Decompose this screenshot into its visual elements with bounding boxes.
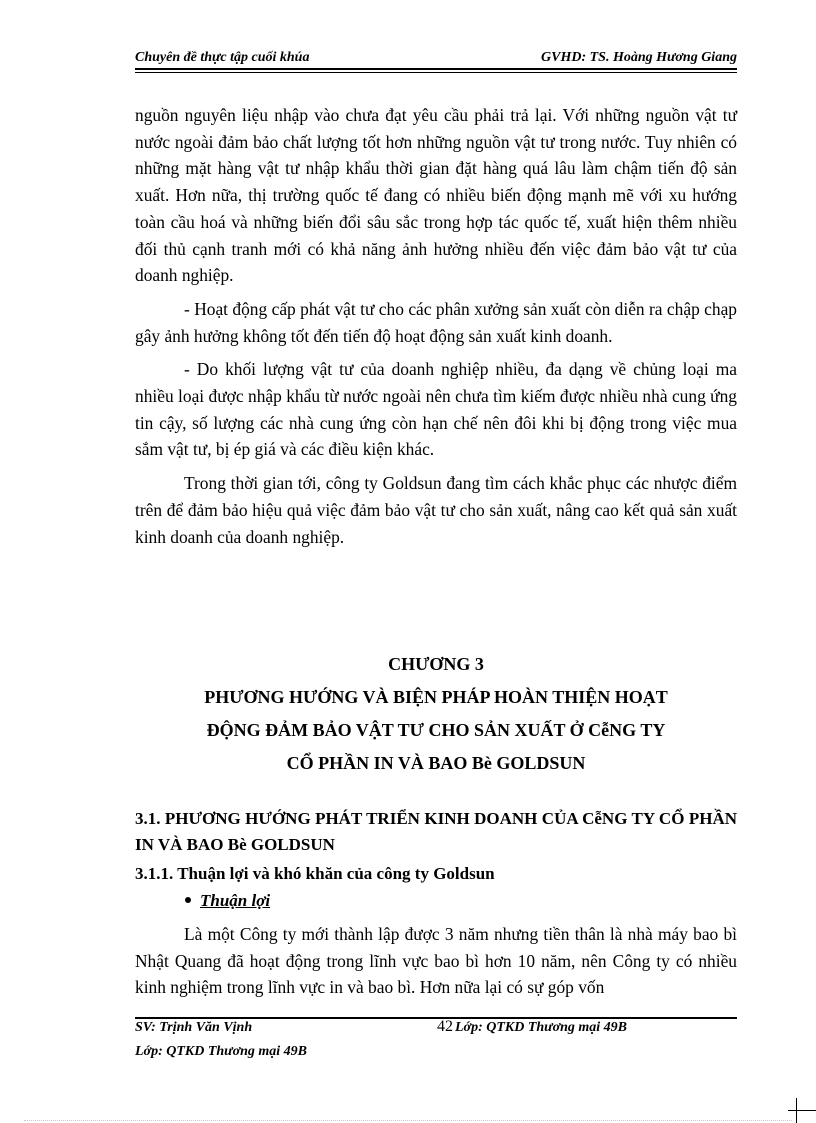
paragraph-1: nguồn nguyên liệu nhập vào chưa đạt yêu cầu phải trả lại. Với những nguồn vật tư nước ngoài đảm bảo chất lượng tốt hơn những nguồn vật tư trong nước. Tuy nhiên có những mặt hàng vật tư nhập khẩu thời gian đặt hàng quá lâu làm chậm tiến độ sản xuất. Hơn nữa, thị trường quốc tế đang có nhiều biến động mạnh mẽ với xu hướng toàn cầu hoá và những biến đổi sâu sắc trong hợp tác quốc tế, xuất hiện thêm nhiều đối thủ cạnh tranh mới có khả năng ảnh hưởng nhiều đến việc đảm bảo vật tư của doanh nghiệp.	[135, 105, 737, 286]
crop-mark-horizontal	[788, 1110, 816, 1111]
bullet-label: Thuận lợi	[200, 891, 271, 910]
paragraph-5: Là một Công ty mới thành lập được 3 năm nhưng tiền thân là nhà máy bao bì Nhật Quang đã hoạt động trong lĩnh vực bao bì hơn 10 năm, nên Công ty có nhiều kinh nghiệm trong lĩnh vực in và bao bì. Hơn nữa lại có sự góp vốn	[135, 924, 737, 998]
bullet-item	[185, 888, 737, 914]
chapter-title-line-2: ĐỘNG ĐẢM BẢO VẬT TƯ CHO SẢN XUẤT Ở CễNG TY	[206, 720, 666, 740]
paragraph-4: Trong thời gian tới, công ty Goldsun đang tìm cách khắc phục các nhược điểm trên để đảm bảo hiệu quả việc đảm bảo vật tư cho sản xuất, nâng cao kết quả sản xuất kinh doanh của doanh nghiệp.	[135, 473, 737, 547]
chapter-title-line-1: PHƯƠNG HƯỚNG VÀ BIỆN PHÁP HOÀN THIỆN HOẠT	[204, 687, 668, 707]
page-number: 42	[437, 1018, 453, 1035]
paragraph-3: - Do khối lượng vật tư của doanh nghiệp nhiều, đa dạng về chủng loại ma nhiều loại được nhập khẩu từ nước ngoài nên chưa tìm kiếm được nhiều nhà cung ứng tin cậy, số lượng các nhà cung ứng còn hạn chế nên đôi khi bị động trong việc mua sắm vật tư, bị ép giá và các điều kiện khác.	[135, 359, 737, 460]
footer-class-repeat: Lớp: QTKD Thương mại 49B	[135, 1044, 307, 1059]
page-header	[135, 50, 737, 70]
footer-rule	[135, 1017, 737, 1019]
bullet-dot-icon	[185, 897, 191, 903]
footer-student: SV: Trịnh Văn Vịnh	[135, 1020, 253, 1035]
section-3-1	[135, 806, 737, 914]
header-rule	[135, 72, 737, 73]
chapter-number: CHƯƠNG 3	[388, 654, 484, 674]
chapter-heading	[135, 648, 737, 780]
section-heading: 3.1. PHƯƠNG HƯỚNG PHÁT TRIỂN KINH DOANH CỦA CễNG TY CỔ PHẦN IN VÀ BAO Bè GOLDSUN	[135, 809, 737, 854]
body-text-2	[135, 921, 737, 1001]
header-title: Chuyên đề thực tập cuối khúa	[135, 50, 310, 65]
chapter-title-line-3: CỔ PHẦN IN VÀ BAO Bè GOLDSUN	[286, 753, 586, 773]
header-supervisor: GVHD: TS. Hoàng Hương Giang	[541, 50, 737, 65]
paragraph-2: - Hoạt động cấp phát vật tư cho các phân xưởng sản xuất còn diễn ra chập chạp gây ảnh hưởng không tốt đến tiến độ hoạt động sản xuất kinh doanh.	[135, 298, 737, 346]
subsection-heading: 3.1.1. Thuận lợi và khó khăn của công ty Goldsun	[135, 864, 495, 883]
page-edge-dotted-line	[24, 1120, 792, 1121]
footer-class: Lớp: QTKD Thương mại 49B	[455, 1020, 627, 1035]
body-text	[135, 102, 737, 550]
